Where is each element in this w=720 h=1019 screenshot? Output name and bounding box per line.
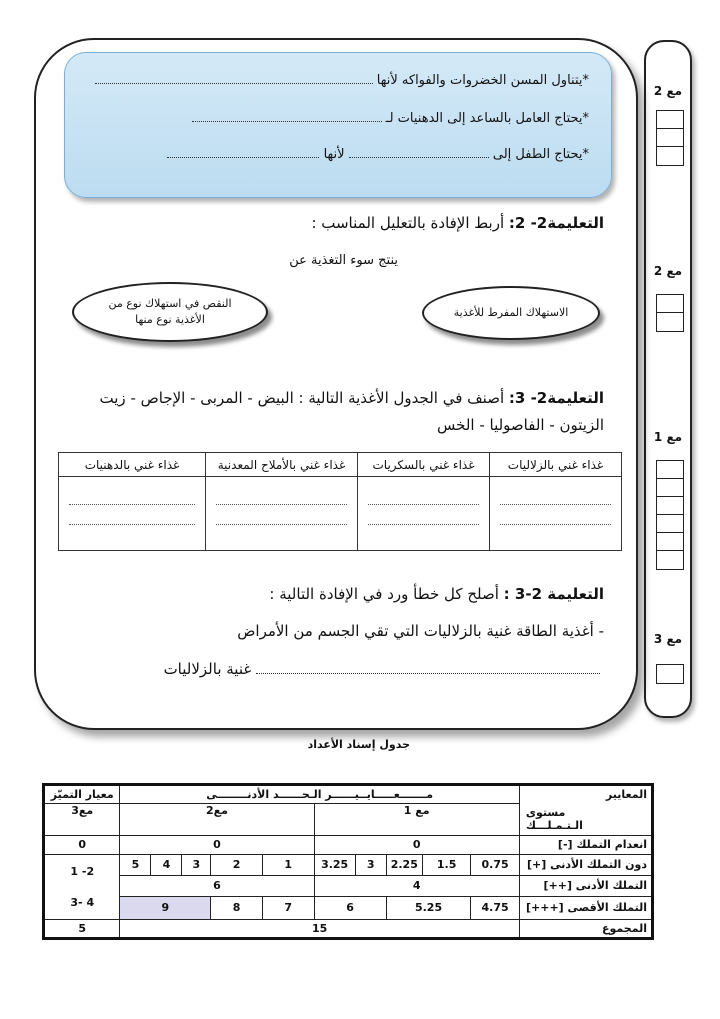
instruction-correct	[269, 585, 604, 603]
total-min: 15	[120, 920, 519, 939]
below-m1-1: 1.5	[422, 854, 471, 875]
row-min: التملك الأدنى [++]	[519, 875, 652, 896]
grade-header-level	[519, 803, 652, 835]
score-boxes-3[interactable]	[656, 460, 684, 570]
score-boxes-1[interactable]	[656, 110, 684, 166]
row-none: انعدام التملك [-]	[519, 835, 652, 854]
ellipse-lack-text-2: الأغذية نوع منها	[135, 313, 205, 326]
col-sugars: غذاء غني بالسكريات	[358, 453, 490, 477]
grade-header-excellence: معيار التميّز	[44, 785, 120, 804]
wrong-statement: - أغذية الطاقة غنية بالزلاليات التي تقي الجسم من الأمراض	[237, 622, 604, 640]
grading-title: جدول إسناد الأعداد	[307, 738, 410, 751]
max-m2-2: 9	[120, 896, 211, 919]
side-label-1: مع 2	[653, 84, 683, 98]
below-m2-3: 4	[151, 854, 182, 875]
min-m2: 6	[120, 875, 314, 896]
below-m3	[44, 854, 120, 919]
below-m1-3: 3	[355, 854, 386, 875]
correction-blank[interactable]	[256, 672, 600, 674]
fill-line-2-text: *يحتاج العامل بالساعد إلى الدهنيات لـ	[385, 111, 589, 126]
below-m1-2: 2.25	[386, 854, 422, 875]
instruction-2-2-head: التعليمة2- 2:	[508, 214, 604, 232]
grade-header-min: مـــــــعـــــايــيــــــر الـحــــــد الأدنــــــــى	[120, 785, 519, 804]
below-m2-0: 1	[262, 854, 314, 875]
min-m1: 4	[314, 875, 519, 896]
grade-header-criteria: المعايير	[519, 785, 652, 804]
grade-header-level-2: الـتـمـلـــك	[525, 819, 583, 833]
max-m1-2: 6	[314, 896, 386, 919]
ellipse-excess-consumption[interactable]	[422, 286, 600, 340]
fill-line-3-blank-b[interactable]	[167, 156, 319, 158]
max-m2-0: 7	[262, 896, 314, 919]
instruction-correct-text: أصلح كل خطأ ورد في الإفادة التالية :	[269, 585, 499, 603]
correction-answer-end: غنية بالزلاليات	[163, 660, 252, 678]
ellipse-lack-text-1: النقص في استهلاك نوع من	[108, 296, 232, 310]
instruction-2-3-head: التعليمة2- 3:	[508, 389, 604, 407]
instruction-correct-head: التعليمة 2-3 :	[503, 585, 604, 603]
col-proteins: غذاء غني بالزلاليات	[490, 453, 622, 477]
fill-line-2-blank[interactable]	[192, 120, 382, 122]
instruction-2-2-lead: ينتج سوء التغذية عن	[289, 253, 398, 268]
ellipse-excess-text: الاستهلاك المفرط للأغذية	[453, 305, 569, 319]
instruction-2-3-text-1: أصنف في الجدول الأغذية التالية : البيض - المربى - الإجاص - زيت	[99, 389, 505, 407]
fill-line-3-text-a: *يحتاج الطفل إلى	[492, 147, 589, 162]
answer-cell-minerals[interactable]	[206, 477, 358, 551]
fill-line-2	[192, 111, 589, 126]
row-total: المجموع	[519, 920, 652, 939]
fill-line-1	[95, 73, 589, 88]
correction-line	[164, 660, 600, 678]
max-m1-0: 4.75	[471, 896, 520, 919]
below-m2-1: 2	[211, 854, 263, 875]
below-m2-4: 5	[120, 854, 151, 875]
side-label-4: مع 3	[653, 632, 683, 646]
answer-cell-fats[interactable]	[59, 477, 206, 551]
none-m2: 0	[120, 835, 314, 854]
instruction-2-3	[100, 389, 604, 407]
side-label-3: مع 1	[653, 430, 683, 444]
answer-cell-sugars[interactable]	[358, 477, 490, 551]
grade-header-m2: مع2	[120, 803, 314, 835]
below-m3-value: 2- 1	[70, 864, 95, 878]
grade-header-level-1: مستوى	[525, 806, 566, 820]
max-m1-1: 5.25	[386, 896, 471, 919]
min-m3-value: 4 -3	[70, 895, 95, 909]
grade-header-m1: مع 1	[314, 803, 519, 835]
ellipse-lack-consumption[interactable]	[72, 282, 268, 342]
col-fats: غذاء غني بالدهنيات	[59, 453, 206, 477]
max-m2-1: 8	[211, 896, 263, 919]
classification-table	[58, 452, 622, 551]
fill-in-box	[64, 52, 612, 198]
grade-header-m3: مع3	[44, 803, 120, 835]
instruction-2-3-text-2: الزيتون - الفاصوليا - الخس	[437, 416, 604, 434]
below-m1-0: 0.75	[471, 854, 520, 875]
score-boxes-4[interactable]	[656, 664, 684, 684]
fill-line-3-blank-a[interactable]	[349, 156, 489, 158]
score-boxes-2[interactable]	[656, 294, 684, 332]
below-m1-4: 3.25	[314, 854, 355, 875]
instruction-2-2-text: أربط الإفادة بالتعليل المناسب :	[311, 214, 505, 232]
none-m3: 0	[44, 835, 120, 854]
fill-line-1-text: *يتناول المسن الخضروات والفواكه لأنها	[376, 73, 589, 88]
fill-line-1-blank[interactable]	[95, 82, 373, 84]
row-max: التملك الأقصى [+++]	[519, 896, 652, 919]
side-label-2: مع 2	[653, 264, 683, 278]
row-below: دون التملك الأدنى [+]	[519, 854, 652, 875]
below-m2-2: 3	[182, 854, 211, 875]
scoring-strip	[644, 40, 692, 718]
none-m1: 0	[314, 835, 519, 854]
fill-line-3-text-b: لأنها	[323, 147, 345, 162]
fill-line-3	[167, 147, 589, 162]
total-m3: 5	[44, 920, 120, 939]
instruction-2-2	[311, 214, 604, 232]
answer-cell-proteins[interactable]	[490, 477, 622, 551]
grading-table	[42, 783, 654, 940]
col-minerals: غذاء غني بالأملاح المعدنية	[206, 453, 358, 477]
